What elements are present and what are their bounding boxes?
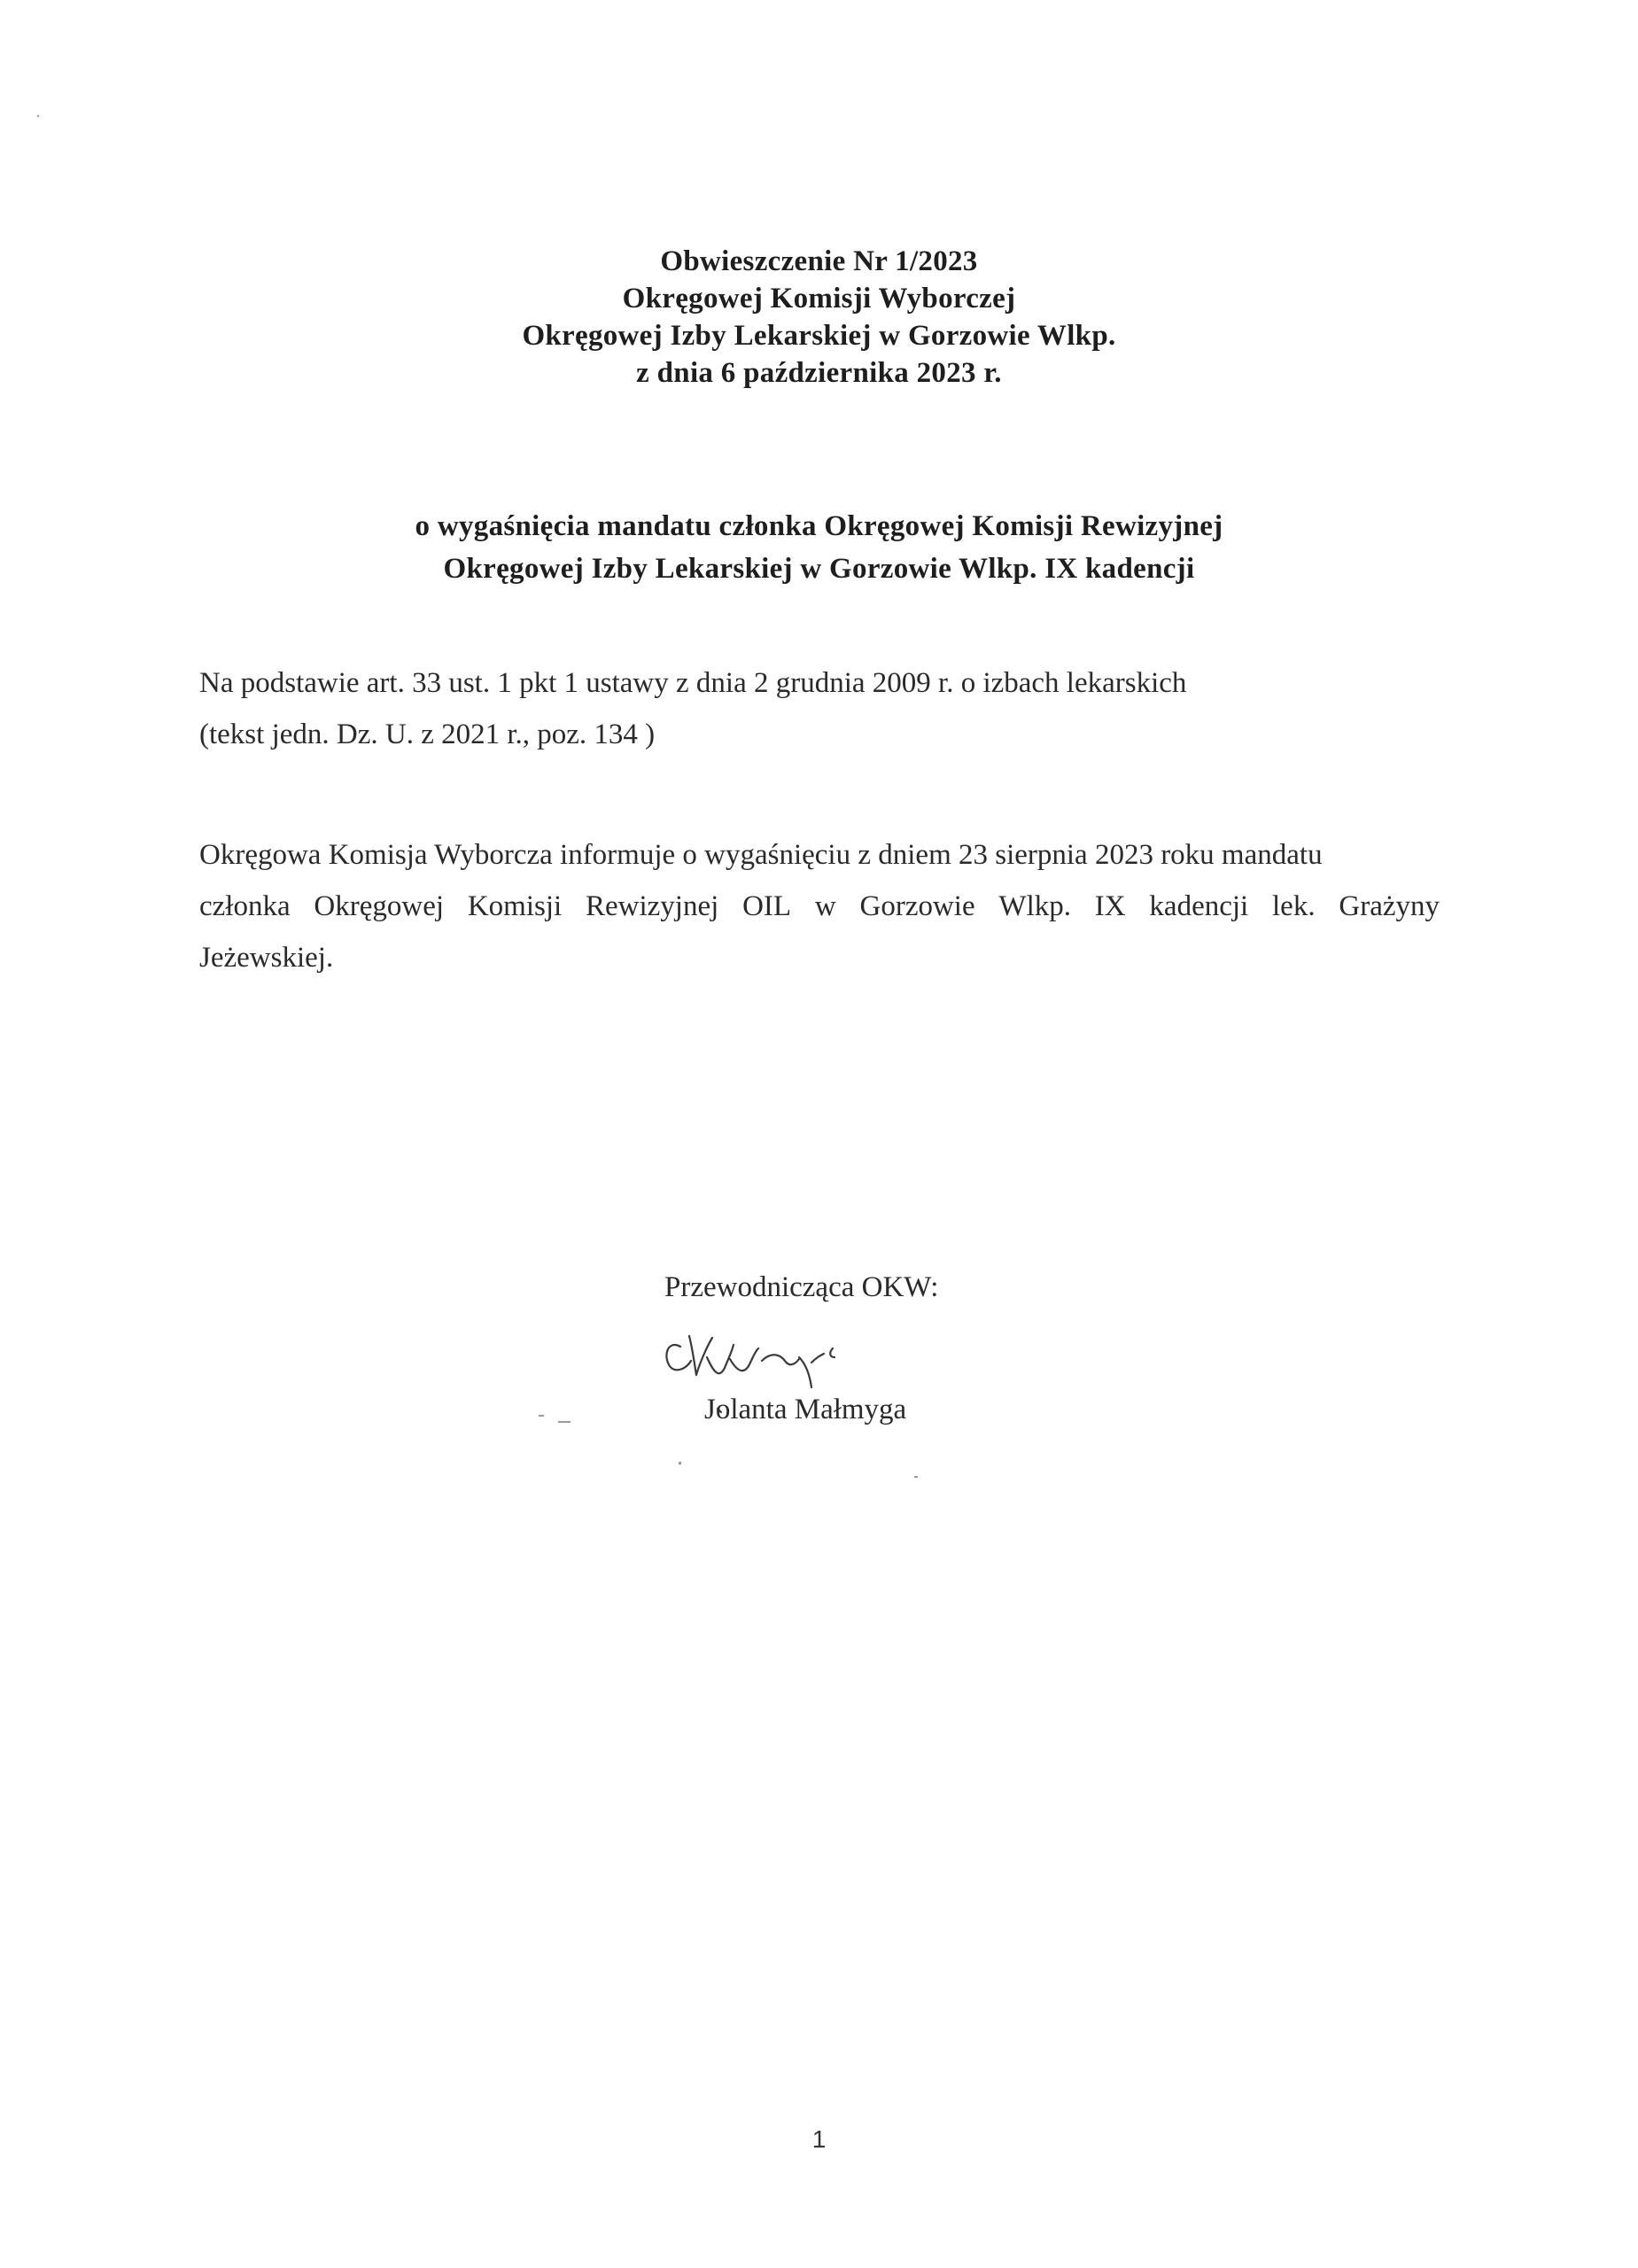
body-line-2-word: lek. bbox=[1272, 890, 1316, 922]
body-line-2-word: Komisji bbox=[467, 890, 563, 922]
body-line-3: Jeżewskiej. bbox=[199, 942, 334, 974]
signatory-name: Jolanta Małmyga bbox=[704, 1394, 907, 1425]
body-line-2-word: Okręgowej bbox=[314, 890, 445, 922]
legal-basis-line-1: Na podstawie art. 33 ust. 1 pkt 1 ustawy z dnia 2 grudnia 2009 r. o izbach lekarskich bbox=[199, 667, 1187, 699]
body-line-2-word: IX bbox=[1094, 890, 1126, 922]
body-line-2-word: Gorzowie bbox=[859, 890, 975, 922]
announcement-subject bbox=[0, 505, 1638, 590]
body-line-2-word: Wlkp. bbox=[998, 890, 1071, 922]
announcement-header bbox=[0, 243, 1638, 392]
subject-line-2: Okręgowej Izby Lekarskiej w Gorzowie Wlkp. IX kadencji bbox=[443, 553, 1195, 585]
page-number: 1 bbox=[811, 2125, 827, 2153]
scan-speck bbox=[914, 1476, 918, 1478]
scan-speck bbox=[539, 1415, 544, 1417]
body-line-2-word: kadencji bbox=[1149, 890, 1249, 922]
announcement-date: z dnia 6 października 2023 r. bbox=[636, 357, 1002, 389]
subject-line-1: o wygaśnięcia mandatu członka Okręgowej Komisji Rewizyjnej bbox=[415, 510, 1223, 542]
announcement-number: Obwieszczenie Nr 1/2023 bbox=[660, 245, 978, 277]
body-line-2-word: Grażyny bbox=[1339, 890, 1440, 922]
body-line-2-word: członka bbox=[199, 890, 291, 922]
announcement-body bbox=[199, 829, 1440, 983]
scan-speck bbox=[37, 115, 39, 117]
body-line-2 bbox=[199, 881, 1440, 932]
legal-basis-line-2: (tekst jedn. Dz. U. z 2021 r., poz. 134 ) bbox=[199, 718, 656, 750]
body-line-2-word: OIL bbox=[742, 890, 792, 922]
committee-name: Okręgowej Komisji Wyborczej bbox=[622, 283, 1016, 315]
body-line-1: Okręgowa Komisja Wyborcza informuje o wygaśnięciu z dniem 23 sierpnia 2023 roku mandatu bbox=[199, 839, 1323, 871]
chamber-name: Okręgowej Izby Lekarskiej w Gorzowie Wlkp. bbox=[522, 320, 1116, 352]
body-line-2-word: Rewizyjnej bbox=[585, 890, 719, 922]
signatory-title: Przewodnicząca OKW: bbox=[664, 1271, 939, 1303]
legal-basis bbox=[199, 657, 1440, 760]
body-line-2-word: w bbox=[814, 890, 836, 922]
scan-speck bbox=[679, 1462, 681, 1464]
scan-speck bbox=[558, 1421, 571, 1423]
